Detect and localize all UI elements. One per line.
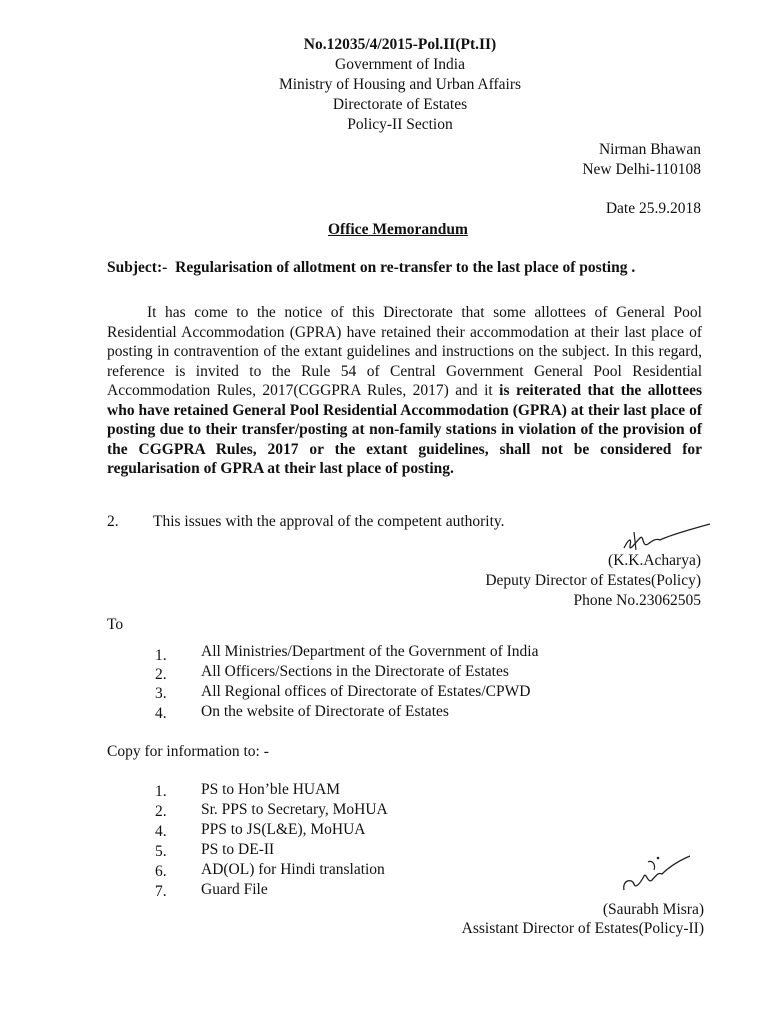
signatory-1-phone: Phone No.23062505 — [573, 592, 701, 609]
to-item-number: 1. — [155, 647, 167, 664]
paragraph-1-bold: is reiterated that the allottees who have retained General Pool Residential Accommodation (GPRA) at their last place of posting due to their transfer/posting at non-family stations in violation of the provision of the CGGPRA Rules, 2017 or the extant guidelines, shall not be considered for regularisation of GPRA at their last place of posting. — [107, 382, 702, 477]
doc-title: Office Memorandum — [328, 221, 468, 238]
section-line: Policy-II Section — [347, 116, 453, 133]
signatory-2-name: (Saurabh Misra) — [602, 901, 704, 918]
to-item: On the website of Directorate of Estates — [201, 703, 449, 720]
copy-item-number: 2. — [155, 803, 167, 820]
copy-item: Sr. PPS to Secretary, MoHUA — [201, 801, 388, 818]
ministry-line: Ministry of Housing and Urban Affairs — [278, 76, 522, 93]
to-item-number: 3. — [155, 685, 167, 702]
copy-item-number: 5. — [155, 843, 167, 860]
copy-item: PS to DE-II — [201, 841, 275, 858]
copy-item: PS to Hon’ble HUAM — [201, 781, 341, 798]
paragraph-2-number: 2. — [107, 513, 119, 530]
copy-item-number: 1. — [155, 783, 167, 800]
to-item: All Regional offices of Directorate of Estates/CPWD — [201, 683, 531, 700]
to-label: To — [107, 616, 124, 633]
copy-item-number: 7. — [155, 883, 167, 900]
address-line-2: New Delhi-110108 — [582, 161, 701, 178]
subject-label: Subject:- — [107, 259, 168, 276]
paragraph-2-text: This issues with the approval of the competent authority. — [153, 513, 505, 530]
subject — [107, 259, 635, 277]
copy-item: PPS to JS(L&E), MoHUA — [201, 821, 366, 838]
directorate-line: Directorate of Estates — [332, 96, 468, 113]
signatory-1-name: (K.K.Acharya) — [608, 552, 701, 569]
to-item: All Ministries/Department of the Government of India — [201, 643, 539, 660]
copy-item-number: 4. — [155, 823, 167, 840]
signatory-2-designation: Assistant Director of Estates(Policy-II) — [461, 920, 704, 937]
subject-text: Regularisation of allotment on re-transfer to the last place of posting . — [175, 259, 636, 276]
date: Date 25.9.2018 — [605, 200, 701, 217]
copy-item: Guard File — [201, 881, 268, 898]
file-number: No.12035/4/2015-Pol.II(Pt.II) — [303, 36, 497, 53]
copy-label: Copy for information to: - — [107, 743, 269, 760]
paragraph-1 — [107, 303, 702, 479]
to-item-number: 2. — [155, 666, 167, 683]
signature-misra — [618, 850, 698, 900]
to-item-number: 4. — [155, 705, 167, 722]
paragraph-1-normal: It has come to the notice of this Directorate that some allottees of General Pool Residential Accommodation (GPRA) have retained their accommodation at their last place of posting in contravention of the extant guidelines and instructions on the subject. In this regard, reference is invited to the Rule 54 of Central Government General Pool Residential Accommodation Rules, 2017(CGGPRA Rules, 2017) and it — [107, 304, 702, 399]
govt-line: Government of India — [335, 56, 465, 73]
to-item: All Officers/Sections in the Directorate of Estates — [201, 663, 509, 680]
address-line-1: Nirman Bhawan — [598, 141, 701, 158]
copy-item: AD(OL) for Hindi translation — [201, 861, 385, 878]
signatory-1-designation: Deputy Director of Estates(Policy) — [485, 572, 701, 589]
copy-item-number: 6. — [155, 863, 167, 880]
